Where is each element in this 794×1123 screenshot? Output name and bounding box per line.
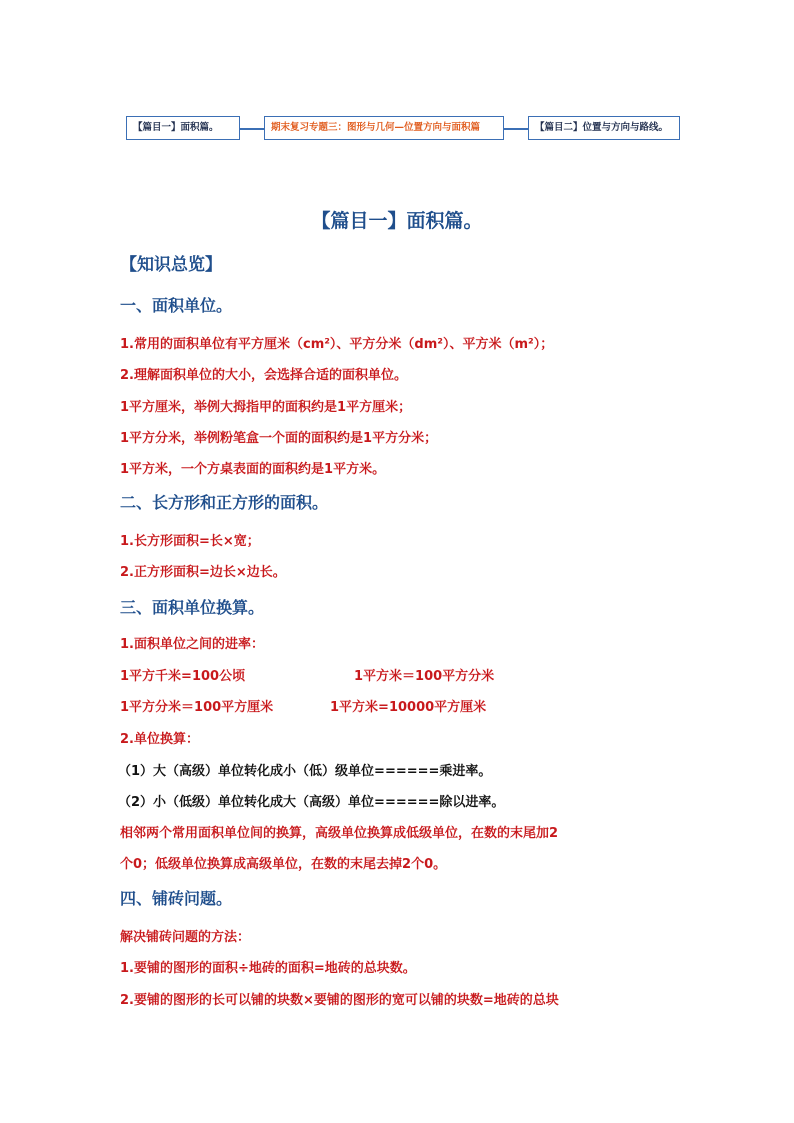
- connector-line: [502, 128, 530, 130]
- text-line: 2.正方形面积=边长×边长。: [120, 565, 286, 580]
- text-line: 2.单位换算：: [120, 732, 199, 747]
- section-heading-4: 四、铺砖问题。: [120, 889, 233, 908]
- text-line: 1平方千米=100公顷: [120, 669, 246, 684]
- text-line: 个0；低级单位换算成高级单位，在数的末尾去掉2个0。: [120, 857, 447, 872]
- text-line: 2.要铺的图形的长可以铺的块数×要铺的图形的宽可以铺的块数=地砖的总块: [120, 993, 559, 1008]
- text-line: 2.理解面积单位的大小，会选择合适的面积单位。: [120, 368, 407, 383]
- text-line: 1平方厘米，举例大拇指甲的面积约是1平方厘米；: [120, 400, 412, 415]
- text-line: 1平方米，一个方桌表面的面积约是1平方米。: [120, 462, 386, 477]
- text-line: 1.长方形面积=长×宽；: [120, 534, 260, 549]
- nav-box-right[interactable]: 【篇目二】位置与方向与路线。: [528, 116, 680, 140]
- nav-box-left[interactable]: 【篇目一】面积篇。: [126, 116, 240, 140]
- text-line: 1平方分米＝100平方厘米: [120, 700, 274, 715]
- connector-line: [240, 128, 266, 130]
- text-line: 1.常用的面积单位有平方厘米（cm²）、平方分米（dm²）、平方米（m²）；: [120, 337, 554, 352]
- text-line: 相邻两个常用面积单位间的换算，高级单位换算成低级单位，在数的末尾加2: [120, 826, 559, 841]
- nav-box-center[interactable]: 期末复习专题三：图形与几何—位置方向与面积篇: [264, 116, 504, 140]
- section-heading-3: 三、面积单位换算。: [120, 598, 265, 617]
- section-heading-2: 二、长方形和正方形的面积。: [120, 493, 329, 512]
- text-line: （2）小（低级）单位转化成大（高级）单位======除以进率。: [118, 795, 505, 810]
- page-title: 【篇目一】面积篇。: [311, 210, 483, 232]
- section-heading-1: 一、面积单位。: [120, 296, 233, 315]
- text-line: 1平方分米，举例粉笔盒一个面的面积约是1平方分米；: [120, 431, 438, 446]
- text-line: 1平方米＝100平方分米: [354, 669, 495, 684]
- overview-heading: 【知识总览】: [120, 255, 222, 275]
- text-line: 解决铺砖问题的方法：: [120, 930, 251, 945]
- text-line: 1.要铺的图形的面积÷地砖的面积=地砖的总块数。: [120, 961, 416, 976]
- text-line: 1平方米=10000平方厘米: [330, 700, 487, 715]
- text-line: （1）大（高级）单位转化成小（低）级单位======乘进率。: [118, 764, 492, 779]
- topic-navigation: [0, 116, 794, 142]
- text-line: 1.面积单位之间的进率：: [120, 637, 264, 652]
